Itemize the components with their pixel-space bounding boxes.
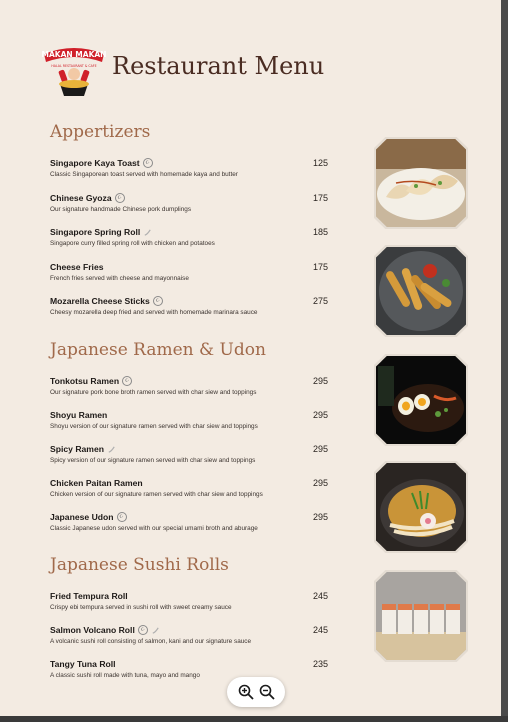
item-name: Chicken Paitan Ramen <box>50 478 143 488</box>
item-name: Japanese Udon <box>50 512 114 522</box>
menu-item <box>50 625 340 655</box>
item-name: Spicy Ramen <box>50 444 104 454</box>
gyoza-photo <box>376 139 466 227</box>
item-description: Our signature pork bone broth ramen served with char siew and toppings <box>50 389 257 396</box>
halal-icon: ☪ <box>115 193 125 203</box>
viewer-bottom-edge <box>0 716 508 722</box>
zoom-in-icon[interactable] <box>237 683 255 701</box>
menu-item <box>50 193 340 223</box>
item-description: Singapore curry filled spring roll with chicken and potatoes <box>50 240 215 247</box>
item-description: Cheesy mozarella deep fried and served with homemade marinara sauce <box>50 309 258 316</box>
item-name: Tangy Tuna Roll <box>50 659 116 669</box>
zoom-controls <box>227 677 285 707</box>
sushi-roll-photo <box>376 572 466 660</box>
item-name: Cheese Fries <box>50 262 104 272</box>
section-title-ramen: Japanese Ramen & Udon <box>50 340 266 360</box>
item-price: 295 <box>313 444 329 454</box>
item-name: Fried Tempura Roll <box>50 591 128 601</box>
item-description: A volcanic sushi roll consisting of salmon, kani and our signature sauce <box>50 638 252 645</box>
item-description: Classic Japanese udon served with our special umami broth and aburage <box>50 525 258 532</box>
halal-icon: ☪ <box>143 158 153 168</box>
spring-roll-photo <box>376 247 466 335</box>
halal-icon: ☪ <box>122 376 132 386</box>
item-description: French fries served with cheese and mayonnaise <box>50 275 189 282</box>
item-name: Singapore Spring Roll <box>50 227 141 237</box>
item-name: Chinese Gyoza <box>50 193 112 203</box>
item-name: Singapore Kaya Toast <box>50 158 140 168</box>
item-description: Shoyu version of our signature ramen served with char siew and toppings <box>50 423 258 430</box>
section-title-sushi: Japanese Sushi Rolls <box>50 555 229 575</box>
item-name: Mozarella Cheese Sticks <box>50 296 150 306</box>
item-price: 245 <box>313 625 329 635</box>
ramen-photo <box>376 356 466 444</box>
item-price: 295 <box>313 478 329 488</box>
svg-text:HALAL RESTAURANT & CAFE: HALAL RESTAURANT & CAFE <box>51 64 97 68</box>
item-description: Our signature handmade Chinese pork dumplings <box>50 206 192 213</box>
menu-item <box>50 591 340 621</box>
svg-text:MAKAN MAKAN: MAKAN MAKAN <box>41 50 107 59</box>
section-title-appetizers: Appertizers <box>50 122 151 142</box>
menu-item <box>50 659 340 689</box>
item-price: 125 <box>313 158 329 168</box>
restaurant-logo <box>38 40 110 100</box>
item-name: Tonkotsu Ramen <box>50 376 120 386</box>
item-description: Classic Singaporean toast served with homemade kaya and butter <box>50 171 238 178</box>
item-description: Crispy ebi tempura served in sushi roll with sweet creamy sauce <box>50 604 232 611</box>
item-name: Salmon Volcano Roll <box>50 625 135 635</box>
menu-item <box>50 444 340 474</box>
viewer-scrollbar-track <box>501 0 508 722</box>
item-price: 295 <box>313 376 329 386</box>
menu-item <box>50 296 340 326</box>
halal-icon: ☪ <box>117 512 127 522</box>
item-description: Chicken version of our signature ramen served with char siew and toppings <box>50 491 263 498</box>
menu-item <box>50 512 340 542</box>
page-title: Restaurant Menu <box>112 52 325 80</box>
menu-item <box>50 262 340 292</box>
menu-item <box>50 478 340 508</box>
chili-icon <box>107 445 116 454</box>
udon-photo <box>376 463 466 551</box>
menu-item <box>50 410 340 440</box>
halal-icon: ☪ <box>153 296 163 306</box>
item-price: 175 <box>313 262 329 272</box>
item-price: 295 <box>313 410 329 420</box>
item-description: A classic sushi roll made with tuna, mayo and mango <box>50 672 200 679</box>
item-price: 275 <box>313 296 329 306</box>
zoom-out-icon[interactable] <box>258 683 276 701</box>
item-price: 295 <box>313 512 329 522</box>
chili-icon <box>143 228 152 237</box>
menu-item <box>50 227 340 257</box>
item-price: 235 <box>313 659 329 669</box>
halal-icon: ☪ <box>138 625 148 635</box>
item-price: 245 <box>313 591 329 601</box>
menu-item <box>50 376 340 406</box>
menu-item <box>50 158 340 188</box>
item-price: 185 <box>313 227 329 237</box>
item-description: Spicy version of our signature ramen served with char siew and toppings <box>50 457 256 464</box>
chili-icon <box>151 626 160 635</box>
item-price: 175 <box>313 193 329 203</box>
item-name: Shoyu Ramen <box>50 410 108 420</box>
